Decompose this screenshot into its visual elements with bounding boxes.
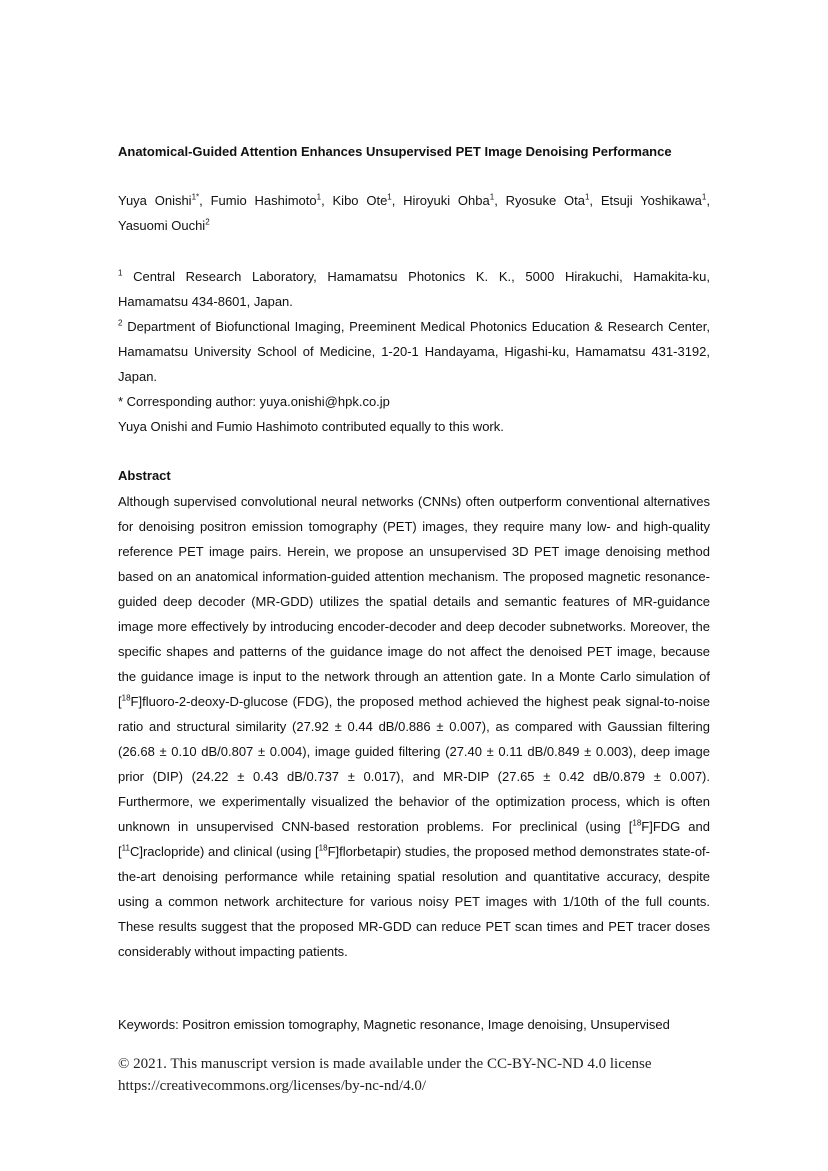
author-sup: 1 [584,192,590,202]
abstract-text: C]raclopride) and clinical (using [ [129,844,319,859]
abstract-text: F]fluoro-2-deoxy-D-glucose (FDG), the proposed method achieved the highest peak signal-to-noise ratio and structural similarity (27.92 ± 0.44 dB/0.886 ± 0.007), as compared with Gaussian filtering (26.68 ± 0.10 dB/0.807 ± 0.004), image guided filtering (27.40 ± 0.11 dB/0.849 ± 0.003), deep image prior (DIP) (24.22 ± 0.43 dB/0.737 ± 0.017), and MR-DIP (27.65 ± 0.42 dB/0.879 ± 0.007). Furthermore, we experimentally visualized the behavior of the optimization process, which is often unknown in unsupervised CNN-based restoration problems. For preclinical (using [ [118,694,710,834]
equal-contribution-note: Yuya Onishi and Fumio Hashimoto contributed equally to this work. [118,419,504,434]
affiliation-text: Department of Biofunctional Imaging, Preeminent Medical Photonics Education & Research Center, Hamamatsu University School of Medicine, 1-20-1 Handayama, Higashi-ku, Hamamatsu 431-3192, Japan. [118,319,710,384]
affiliation-sup: 1 [118,268,123,278]
abstract-heading: Abstract [118,468,171,483]
author-sup: 2 [205,217,210,227]
author-name: Fumio Hashimoto [210,193,317,208]
affiliation-2 [118,314,710,389]
affiliation-sup: 2 [118,318,123,328]
license-url: https://creativecommons.org/licenses/by-nc-nd/4.0/ [118,1078,426,1094]
author-sup: 1* [191,192,200,202]
abstract-text: F]FDG and [ [118,819,710,859]
author-sup: 1 [387,192,392,202]
license-notice [118,1053,718,1097]
author-name: Yuya Onishi [118,193,192,208]
author-sup: 1 [489,192,495,202]
affiliation-text: Central Research Laboratory, Hamamatsu Photonics K. K., 5000 Hirakuchi, Hamakita-ku, Hamamatsu 434-8601, Japan. [118,269,710,309]
abstract-body [118,489,710,964]
author-list: Yuya Onishi$^{1*}$, Fumio Hashimoto$^1$, Kibo Ote$^1$, Hiroyuki Ohba$^1$, Ryosuke Ota$^1$, Etsuji Yoshikawa$^1$, Yasuomi Ouchi$^2$ [118,192,710,233]
isotope-sup: 18 [632,818,642,828]
author-name: Ryosuke Ota [505,193,585,208]
abstract-text: Although supervised convolutional neural networks (CNNs) often outperform conventional alternatives for denoising positron emission tomography (PET) images, they require many low- and high-quality reference PET image pairs. Herein, we propose an unsupervised 3D PET image denoising method based on an anatomical information-guided attention mechanism. The proposed magnetic resonance-guided deep decoder (MR-GDD) utilizes the spatial details and semantic features of MR-guidance image more effectively by introducing encoder-decoder and deep decoder subnetworks. Moreover, the specific shapes and patterns of the guidance image do not affect the denoised PET image, because the guidance image is input to the network through an attention gate. In a Monte Carlo simulation of [ [118,494,710,709]
author-name: Kibo Ote [332,193,388,208]
author-name: Yasuomi Ouchi [118,218,206,233]
affiliation-1 [118,264,710,314]
author-sup: 1 [701,192,707,202]
author-name: Etsuji Yoshikawa [600,193,702,208]
keywords: Keywords: Positron emission tomography, Magnetic resonance, Image denoising, Unsupervised [118,1017,670,1032]
isotope-sup: 18 [121,693,131,703]
affiliations [118,264,710,439]
corresponding-author: * Corresponding author: yuya.onishi@hpk.co.jp [118,394,390,409]
abstract-text: F]florbetapir) studies, the proposed method demonstrates state-of-the-art denoising performance while retaining spatial resolution and quantitative accuracy, despite using a common network architecture for various noisy PET images with 1/10th of the full counts. These results suggest that the proposed MR-GDD can reduce PET scan times and PET tracer doses considerably without impacting patients. [118,844,710,959]
author-sup: 1 [316,192,322,202]
isotope-sup: 18 [318,843,328,853]
author-name: Hiroyuki Ohba [403,193,490,208]
paper-title: Anatomical-Guided Attention Enhances Unsupervised PET Image Denoising Performance [118,144,672,159]
isotope-sup: 11 [121,843,130,853]
license-text: © 2021. This manuscript version is made available under the CC-BY-NC-ND 4.0 license [118,1056,652,1072]
